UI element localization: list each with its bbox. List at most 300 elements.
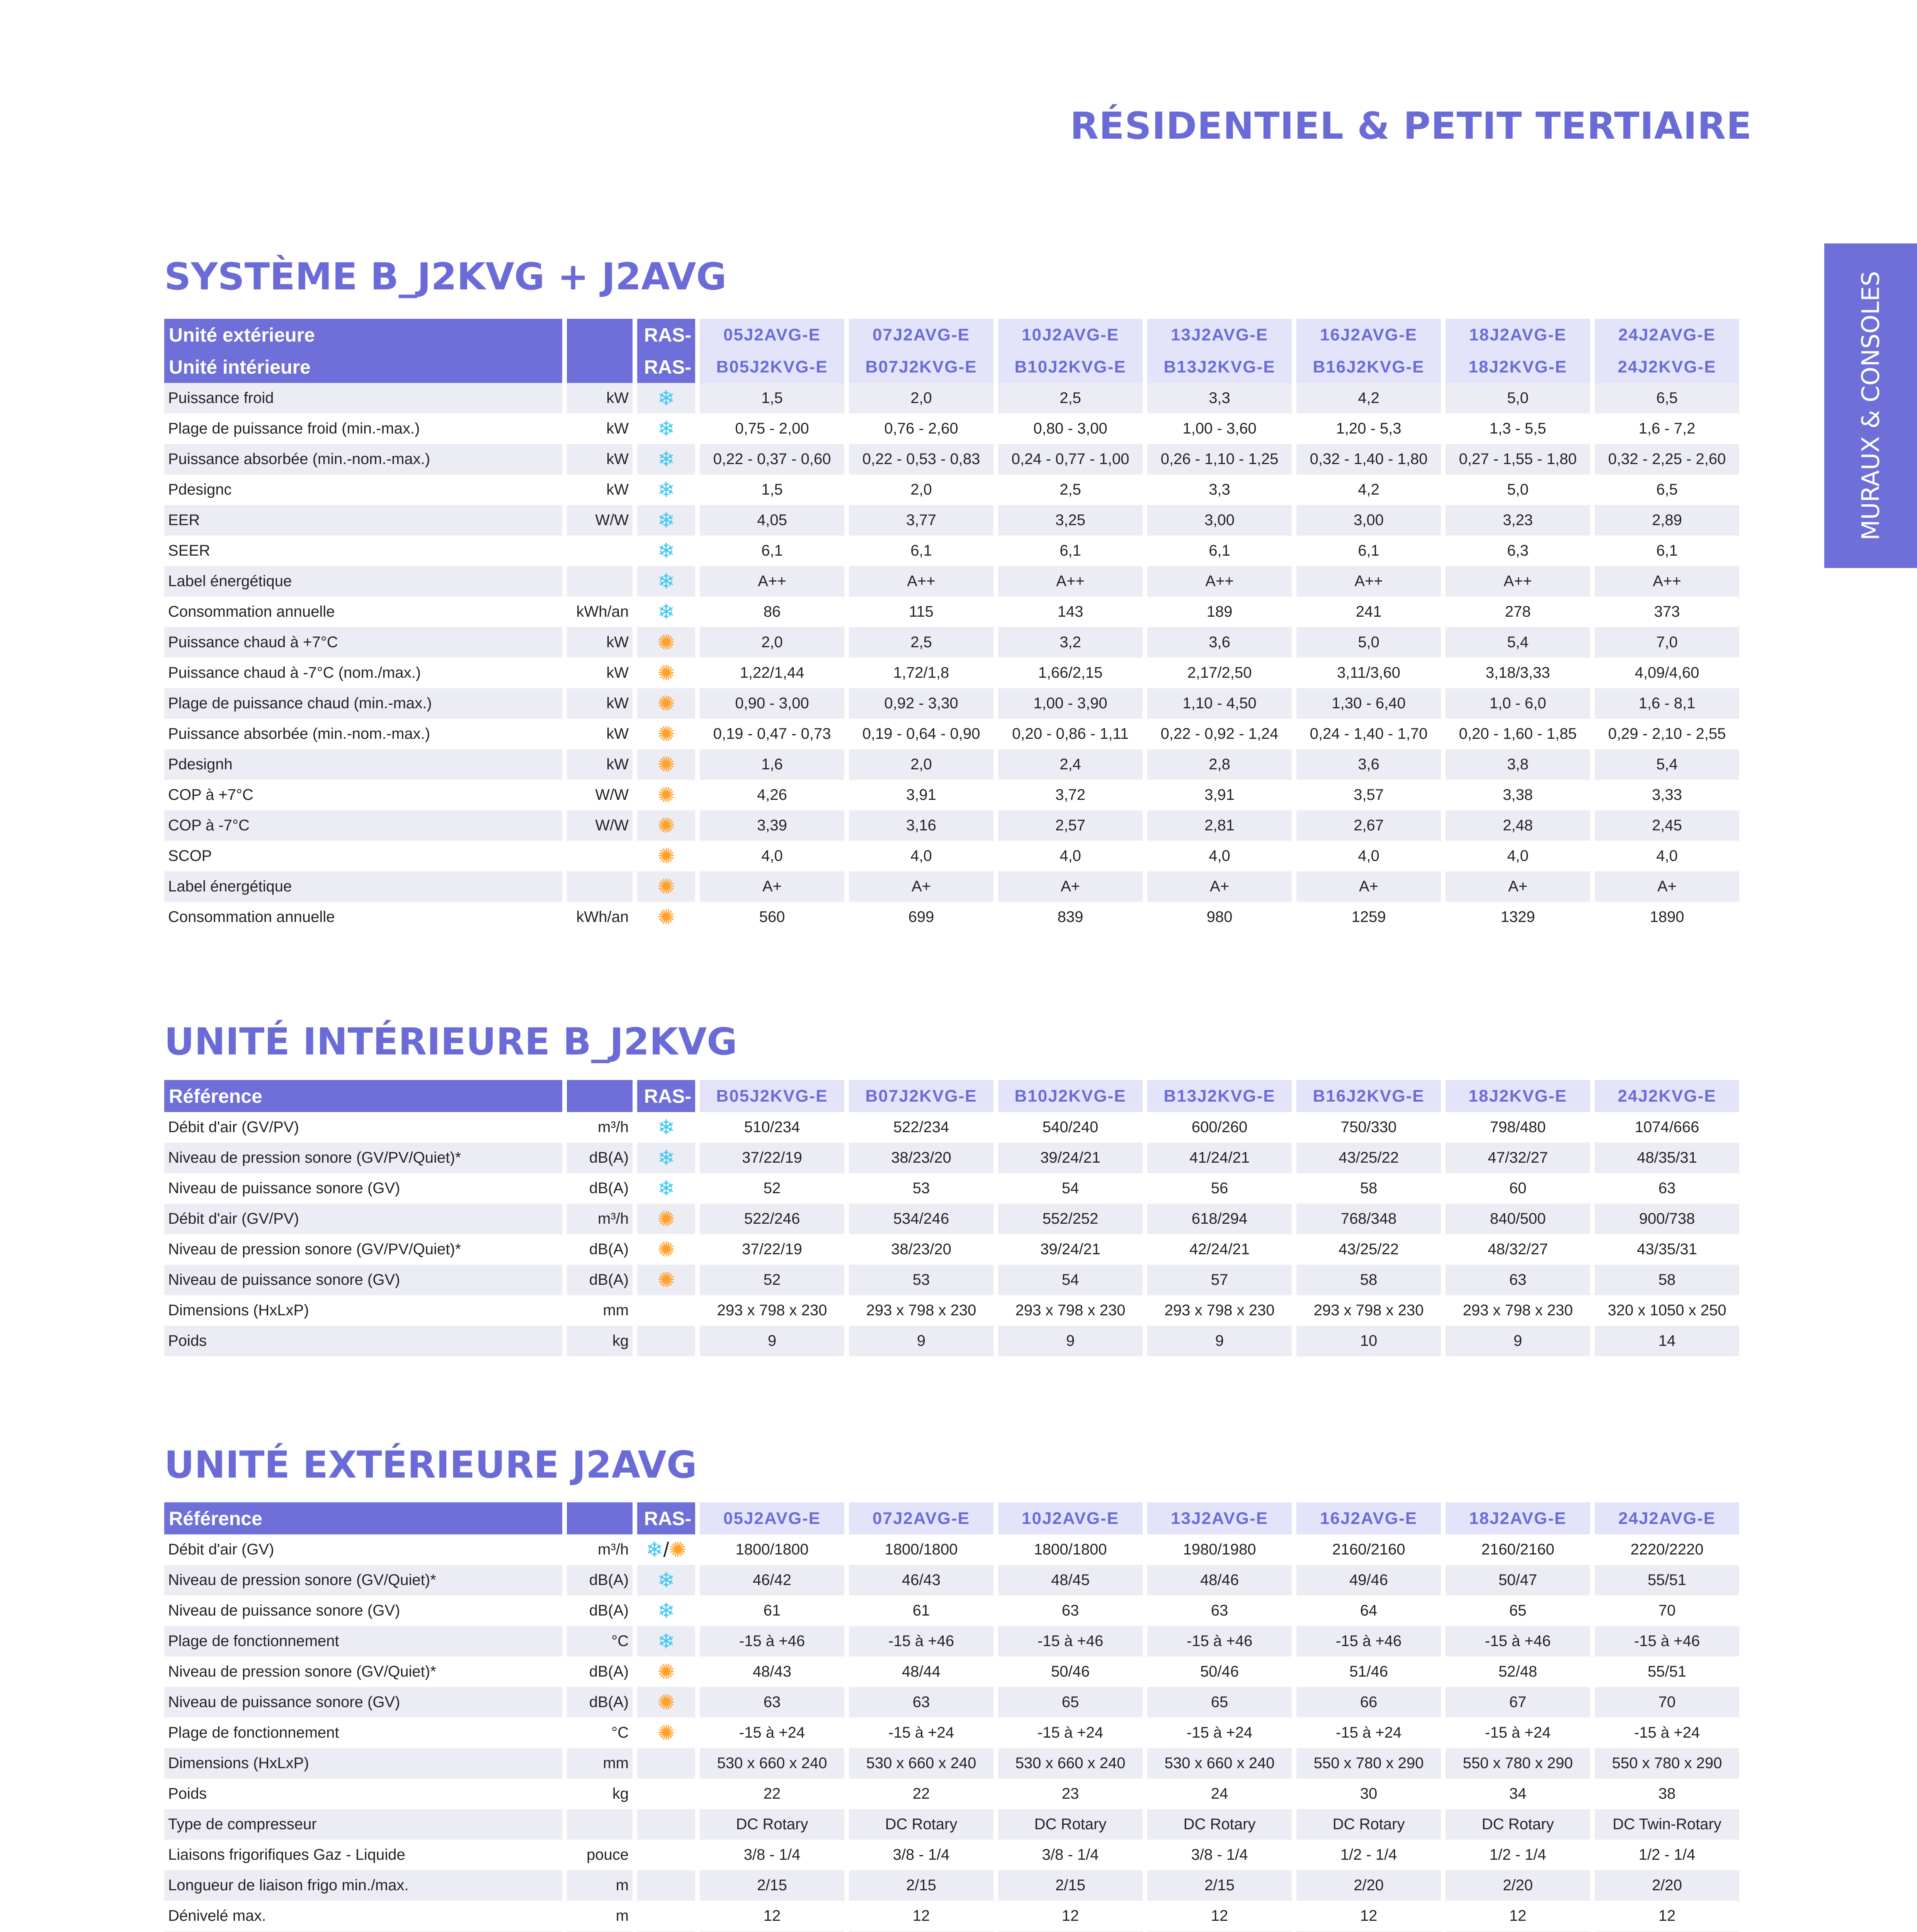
table-row	[164, 444, 1739, 474]
table-row	[164, 719, 1739, 749]
table-cell: A+	[1595, 871, 1739, 902]
table-cell: 1,0 - 6,0	[1446, 688, 1590, 719]
table-row	[164, 1809, 1739, 1840]
table-cell: 4,0	[1296, 841, 1441, 871]
table-cell: 3/8 - 1/4	[1147, 1840, 1292, 1870]
model-reference: 05J2AVG-E	[700, 319, 844, 351]
table-cell: 4,0	[998, 841, 1143, 871]
table-row	[164, 413, 1739, 444]
table-cell: 12	[998, 1901, 1143, 1931]
table-cell: 2,67	[1296, 810, 1441, 841]
table-row	[164, 688, 1739, 719]
table-cell: 47/32/27	[1446, 1143, 1590, 1173]
table-cell: 12	[849, 1901, 993, 1931]
table-cell: -15 à +46	[1595, 1626, 1739, 1656]
table-cell: 38	[1595, 1779, 1739, 1809]
row-mode	[637, 1534, 695, 1565]
table-cell: 60	[1446, 1173, 1590, 1204]
table-cell: 2,4	[998, 749, 1143, 780]
table-cell: 2,57	[998, 810, 1143, 841]
header-spacer	[567, 319, 633, 351]
snowflake-icon: ❄	[657, 1146, 675, 1170]
snowflake-icon: ❄	[657, 539, 675, 563]
table-cell: 550 x 780 x 290	[1446, 1748, 1590, 1779]
table-cell: -15 à +46	[1147, 1626, 1292, 1656]
table-cell: 530 x 660 x 240	[700, 1748, 844, 1779]
row-unit: mm	[567, 1295, 633, 1326]
model-reference: 16J2AVG-E	[1296, 1502, 1441, 1534]
table-cell: 3,16	[849, 810, 993, 841]
table-cell: 115	[849, 597, 993, 627]
sun-icon: ✺	[657, 906, 675, 929]
table-cell: 768/348	[1296, 1204, 1441, 1234]
table-cell: A+	[700, 871, 844, 902]
table-cell: 22	[849, 1779, 993, 1809]
table-cell: 1,66/2,15	[998, 658, 1143, 688]
table-cell: 63	[1446, 1265, 1590, 1295]
table-cell: 4,2	[1296, 383, 1441, 413]
table-cell: -15 à +24	[849, 1718, 993, 1748]
table-cell: 50/47	[1446, 1565, 1590, 1595]
row-mode	[637, 780, 695, 810]
table-cell: 54	[998, 1173, 1143, 1204]
table-cell: 4,0	[1446, 841, 1590, 871]
row-unit	[567, 566, 633, 597]
table-cell: 699	[849, 902, 993, 932]
table-cell: 2,45	[1595, 810, 1739, 841]
table-cell: 600/260	[1147, 1112, 1292, 1143]
table-cell: 522/234	[849, 1112, 993, 1143]
row-unit: W/W	[567, 780, 633, 810]
table-cell: 38/23/20	[849, 1234, 993, 1265]
table-row	[164, 871, 1739, 902]
table-cell: 1,30 - 6,40	[1296, 688, 1441, 719]
snowflake-icon: ❄	[657, 1630, 675, 1653]
table-cell: -15 à +24	[700, 1718, 844, 1748]
table-cell: A+	[849, 871, 993, 902]
row-unit: dB(A)	[567, 1173, 633, 1204]
table-cell: 2/20	[1296, 1870, 1441, 1901]
table-cell: 1800/1800	[700, 1534, 844, 1565]
table-cell: 0,19 - 0,47 - 0,73	[700, 719, 844, 749]
table-cell: 4,05	[700, 505, 844, 536]
table-cell: 3,25	[998, 505, 1143, 536]
side-tab-label: MURAUX & CONSOLES	[1856, 271, 1885, 541]
model-prefix: RAS-	[637, 351, 695, 383]
row-mode	[637, 1295, 695, 1326]
table-cell: 9	[849, 1326, 993, 1356]
table-cell: 2/15	[700, 1870, 844, 1901]
model-reference: B16J2KVG-E	[1296, 351, 1441, 383]
table-header-row	[164, 351, 1739, 383]
table-cell: 839	[998, 902, 1143, 932]
row-mode	[637, 1718, 695, 1748]
table-row	[164, 1534, 1739, 1565]
table-cell: A++	[1595, 566, 1739, 597]
indoor-section-title: UNITÉ INTÉRIEURE B_J2KVG	[164, 1020, 737, 1063]
header-label: Unité extérieure	[164, 319, 562, 351]
row-unit: W/W	[567, 810, 633, 841]
model-reference: B13J2KVG-E	[1147, 1080, 1292, 1112]
table-cell: -15 à +46	[1296, 1626, 1441, 1656]
table-cell: 3,18/3,33	[1446, 658, 1590, 688]
row-label: Plage de puissance froid (min.-max.)	[164, 413, 562, 444]
header-spacer	[567, 1080, 633, 1112]
row-label: Puissance absorbée (min.-nom.-max.)	[164, 444, 562, 474]
table-row	[164, 1779, 1739, 1809]
row-label: Poids	[164, 1326, 562, 1356]
model-reference: 10J2AVG-E	[998, 319, 1143, 351]
table-cell: 38/23/20	[849, 1143, 993, 1173]
table-cell: 6,1	[849, 536, 993, 566]
table-cell: 2,81	[1147, 810, 1292, 841]
table-cell: 4,0	[1147, 841, 1292, 871]
table-cell: 53	[849, 1265, 993, 1295]
table-cell: 41/24/21	[1147, 1143, 1292, 1173]
table-cell: 1,6 - 8,1	[1595, 688, 1739, 719]
table-cell: 293 x 798 x 230	[1296, 1295, 1441, 1326]
table-cell: DC Rotary	[1296, 1809, 1441, 1840]
row-mode	[637, 1112, 695, 1143]
sun-icon: ✺	[669, 1538, 687, 1561]
model-reference: B13J2KVG-E	[1147, 351, 1292, 383]
table-row	[164, 658, 1739, 688]
row-label: Débit d'air (GV/PV)	[164, 1112, 562, 1143]
table-cell: 14	[1595, 1326, 1739, 1356]
table-cell: 12	[1147, 1901, 1292, 1931]
model-reference: 18J2AVG-E	[1446, 319, 1590, 351]
table-cell: 48/44	[849, 1656, 993, 1687]
table-cell: 1/2 - 1/4	[1595, 1840, 1739, 1870]
table-cell: 6,1	[1595, 536, 1739, 566]
table-cell: 48/35/31	[1595, 1143, 1739, 1173]
table-cell: 55/51	[1595, 1565, 1739, 1595]
row-mode	[637, 841, 695, 871]
table-cell: DC Rotary	[998, 1809, 1143, 1840]
table-cell: DC Twin-Rotary	[1595, 1809, 1739, 1840]
table-cell: 12	[700, 1901, 844, 1931]
table-cell: 840/500	[1446, 1204, 1590, 1234]
table-cell: 6,3	[1446, 536, 1590, 566]
sun-icon: ✺	[657, 1660, 675, 1684]
sun-icon: ✺	[657, 692, 675, 715]
table-cell: 1,5	[700, 383, 844, 413]
header-label: Référence	[164, 1502, 562, 1534]
table-cell: 1,00 - 3,60	[1147, 413, 1292, 444]
table-cell: 22	[700, 1779, 844, 1809]
model-reference: 13J2AVG-E	[1147, 319, 1292, 351]
table-row	[164, 383, 1739, 413]
row-unit: kW	[567, 627, 633, 658]
table-cell: 3,57	[1296, 780, 1441, 810]
table-cell: 6,1	[1296, 536, 1441, 566]
table-cell: 37/22/19	[700, 1234, 844, 1265]
row-mode	[637, 505, 695, 536]
table-cell: 3,91	[1147, 780, 1292, 810]
table-cell: -15 à +46	[1446, 1626, 1590, 1656]
row-label: Dimensions (HxLxP)	[164, 1748, 562, 1779]
row-mode	[637, 444, 695, 474]
table-cell: 522/246	[700, 1204, 844, 1234]
table-cell: 1259	[1296, 902, 1441, 932]
table-cell: 2,5	[849, 627, 993, 658]
table-cell: -15 à +24	[998, 1718, 1143, 1748]
model-reference: 13J2AVG-E	[1147, 1502, 1292, 1534]
table-cell: A++	[700, 566, 844, 597]
row-label: Pdesignh	[164, 749, 562, 780]
model-prefix: RAS-	[637, 319, 695, 351]
table-cell: 0,80 - 3,00	[998, 413, 1143, 444]
row-mode	[637, 474, 695, 505]
row-unit: dB(A)	[567, 1656, 633, 1687]
table-cell: 6,5	[1595, 383, 1739, 413]
table-row	[164, 474, 1739, 505]
sun-icon: ✺	[657, 875, 675, 898]
row-label: Puissance absorbée (min.-nom.-max.)	[164, 719, 562, 749]
model-reference: B05J2KVG-E	[700, 1080, 844, 1112]
row-unit: kWh/an	[567, 902, 633, 932]
table-cell: 278	[1446, 597, 1590, 627]
table-cell: 373	[1595, 597, 1739, 627]
table-row	[164, 1840, 1739, 1870]
table-cell: 34	[1446, 1779, 1590, 1809]
sun-icon: ✺	[657, 1208, 675, 1231]
table-cell: 43/35/31	[1595, 1234, 1739, 1265]
table-cell: 1,6	[700, 749, 844, 780]
table-cell: 1,22/1,44	[700, 658, 844, 688]
table-cell: A+	[1296, 871, 1441, 902]
table-cell: -15 à +46	[998, 1626, 1143, 1656]
table-cell: 70	[1595, 1687, 1739, 1718]
table-cell: 9	[1446, 1326, 1590, 1356]
table-cell: 53	[849, 1173, 993, 1204]
table-cell: 143	[998, 597, 1143, 627]
row-label: Puissance chaud à +7°C	[164, 627, 562, 658]
row-label: SCOP	[164, 841, 562, 871]
model-reference: 24J2AVG-E	[1595, 1502, 1739, 1534]
row-unit: °C	[567, 1718, 633, 1748]
table-cell: 63	[998, 1595, 1143, 1626]
table-cell: 0,27 - 1,55 - 1,80	[1446, 444, 1590, 474]
row-label: Débit d'air (GV)	[164, 1534, 562, 1565]
model-reference: B07J2KVG-E	[849, 351, 993, 383]
table-cell: 4,2	[1296, 474, 1441, 505]
row-label: Consommation annuelle	[164, 902, 562, 932]
table-row	[164, 1687, 1739, 1718]
table-cell: 0,24 - 1,40 - 1,70	[1296, 719, 1441, 749]
row-unit: dB(A)	[567, 1565, 633, 1595]
table-cell: 0,29 - 2,10 - 2,55	[1595, 719, 1739, 749]
sun-icon: ✺	[657, 1238, 675, 1261]
table-cell: 55/51	[1595, 1656, 1739, 1687]
table-cell: 0,19 - 0,64 - 0,90	[849, 719, 993, 749]
row-mode	[637, 1840, 695, 1870]
table-cell: 65	[1147, 1687, 1292, 1718]
table-cell: 1,00 - 3,90	[998, 688, 1143, 719]
table-cell: 552/252	[998, 1204, 1143, 1234]
row-mode	[637, 1870, 695, 1901]
snowflake-icon: ❄	[657, 600, 675, 624]
table-cell: 0,32 - 2,25 - 2,60	[1595, 444, 1739, 474]
table-cell: 530 x 660 x 240	[1147, 1748, 1292, 1779]
row-mode	[637, 1809, 695, 1840]
model-reference: B05J2KVG-E	[700, 351, 844, 383]
row-unit	[567, 871, 633, 902]
model-reference: B07J2KVG-E	[849, 1080, 993, 1112]
table-cell: 48/45	[998, 1565, 1143, 1595]
table-cell: 618/294	[1147, 1204, 1292, 1234]
table-cell: 51/46	[1296, 1656, 1441, 1687]
table-cell: 12	[1446, 1901, 1590, 1931]
table-cell: 61	[700, 1595, 844, 1626]
table-cell: 7,0	[1595, 627, 1739, 658]
row-unit: kW	[567, 413, 633, 444]
table-cell: 550 x 780 x 290	[1296, 1748, 1441, 1779]
table-cell: 2,89	[1595, 505, 1739, 536]
table-cell: 4,09/4,60	[1595, 658, 1739, 688]
row-unit	[567, 536, 633, 566]
row-unit: kW	[567, 749, 633, 780]
table-row	[164, 566, 1739, 597]
table-cell: 510/234	[700, 1112, 844, 1143]
sun-icon: ✺	[657, 814, 675, 837]
table-cell: 63	[1595, 1173, 1739, 1204]
row-mode	[637, 1143, 695, 1173]
table-row	[164, 597, 1739, 627]
table-cell: 58	[1595, 1265, 1739, 1295]
side-tab	[1824, 243, 1917, 568]
table-cell: 1800/1800	[849, 1534, 993, 1565]
header-spacer	[567, 351, 633, 383]
table-cell: 293 x 798 x 230	[998, 1295, 1143, 1326]
row-mode	[637, 1901, 695, 1931]
table-cell: 293 x 798 x 230	[849, 1295, 993, 1326]
table-cell: -15 à +24	[1296, 1718, 1441, 1748]
row-mode	[637, 1779, 695, 1809]
table-row	[164, 1204, 1739, 1234]
table-cell: 980	[1147, 902, 1292, 932]
table-cell: 48/32/27	[1446, 1234, 1590, 1265]
table-cell: 530 x 660 x 240	[998, 1748, 1143, 1779]
system-spec-table	[160, 319, 1744, 932]
sun-icon: ✺	[657, 784, 675, 807]
table-cell: 900/738	[1595, 1204, 1739, 1234]
table-cell: 1,20 - 5,3	[1296, 413, 1441, 444]
table-cell: 54	[998, 1265, 1143, 1295]
table-cell: 2220/2220	[1595, 1534, 1739, 1565]
table-cell: 46/43	[849, 1565, 993, 1595]
table-cell: 30	[1296, 1779, 1441, 1809]
row-mode	[637, 749, 695, 780]
table-cell: 6,1	[998, 536, 1143, 566]
table-row	[164, 1748, 1739, 1779]
table-cell: 2,0	[700, 627, 844, 658]
table-cell: 1800/1800	[998, 1534, 1143, 1565]
table-cell: 798/480	[1446, 1112, 1590, 1143]
row-label: Niveau de puissance sonore (GV)	[164, 1173, 562, 1204]
row-mode	[637, 1595, 695, 1626]
table-cell: 6,5	[1595, 474, 1739, 505]
table-cell: 39/24/21	[998, 1143, 1143, 1173]
table-cell: 9	[1147, 1326, 1292, 1356]
table-cell: 43/25/22	[1296, 1234, 1441, 1265]
table-row	[164, 1326, 1739, 1356]
header-label: Référence	[164, 1080, 562, 1112]
table-cell: 1,3 - 5,5	[1446, 413, 1590, 444]
table-cell: 48/43	[700, 1656, 844, 1687]
table-cell: 58	[1296, 1173, 1441, 1204]
table-cell: 50/46	[998, 1656, 1143, 1687]
row-mode	[637, 1265, 695, 1295]
row-mode	[637, 1173, 695, 1204]
table-cell: 3,72	[998, 780, 1143, 810]
row-unit: dB(A)	[567, 1687, 633, 1718]
category-title: RÉSIDENTIEL & PETIT TERTIAIRE	[1070, 104, 1752, 148]
row-label: Label énergétique	[164, 871, 562, 902]
table-cell: 3/8 - 1/4	[998, 1840, 1143, 1870]
table-row	[164, 1173, 1739, 1204]
table-row	[164, 810, 1739, 841]
table-cell: 61	[849, 1595, 993, 1626]
table-row	[164, 1295, 1739, 1326]
row-unit: m	[567, 1870, 633, 1901]
row-label: COP à -7°C	[164, 810, 562, 841]
table-cell: 2/20	[1446, 1870, 1590, 1901]
table-cell: 4,0	[849, 841, 993, 871]
row-unit	[567, 1809, 633, 1840]
table-cell: A+	[1147, 871, 1292, 902]
row-mode	[637, 566, 695, 597]
snowflake-icon: ❄	[657, 478, 675, 502]
row-mode	[637, 1626, 695, 1656]
table-cell: 5,0	[1446, 383, 1590, 413]
table-cell: 0,26 - 1,10 - 1,25	[1147, 444, 1292, 474]
table-cell: 12	[1296, 1901, 1441, 1931]
sun-icon: ✺	[657, 1269, 675, 1292]
sun-icon: ✺	[657, 662, 675, 685]
table-cell: 67	[1446, 1687, 1590, 1718]
table-cell: A++	[849, 566, 993, 597]
row-label: Débit d'air (GV/PV)	[164, 1204, 562, 1234]
table-cell: 3,6	[1147, 627, 1292, 658]
row-mode	[637, 627, 695, 658]
table-row	[164, 780, 1739, 810]
table-cell: 0,92 - 3,30	[849, 688, 993, 719]
row-label: EER	[164, 505, 562, 536]
table-cell: 5,4	[1595, 749, 1739, 780]
table-cell: 1074/666	[1595, 1112, 1739, 1143]
table-cell: 66	[1296, 1687, 1441, 1718]
model-reference: 10J2AVG-E	[998, 1502, 1143, 1534]
table-cell: 0,90 - 3,00	[700, 688, 844, 719]
table-row	[164, 536, 1739, 566]
model-reference: 18J2KVG-E	[1446, 351, 1590, 383]
table-cell: 1980/1980	[1147, 1534, 1292, 1565]
sun-icon: ✺	[657, 631, 675, 654]
table-cell: 0,22 - 0,92 - 1,24	[1147, 719, 1292, 749]
table-cell: 10	[1296, 1326, 1441, 1356]
table-cell: 3,39	[700, 810, 844, 841]
table-row	[164, 1143, 1739, 1173]
table-header-row	[164, 1080, 1739, 1112]
sun-icon: ✺	[657, 1721, 675, 1745]
row-label: Niveau de pression sonore (GV/PV/Quiet)*	[164, 1143, 562, 1173]
table-cell: A+	[998, 871, 1143, 902]
header-label: Unité intérieure	[164, 351, 562, 383]
row-label: Niveau de puissance sonore (GV)	[164, 1265, 562, 1295]
sun-icon: ✺	[657, 1691, 675, 1714]
model-prefix: RAS-	[637, 1080, 695, 1112]
